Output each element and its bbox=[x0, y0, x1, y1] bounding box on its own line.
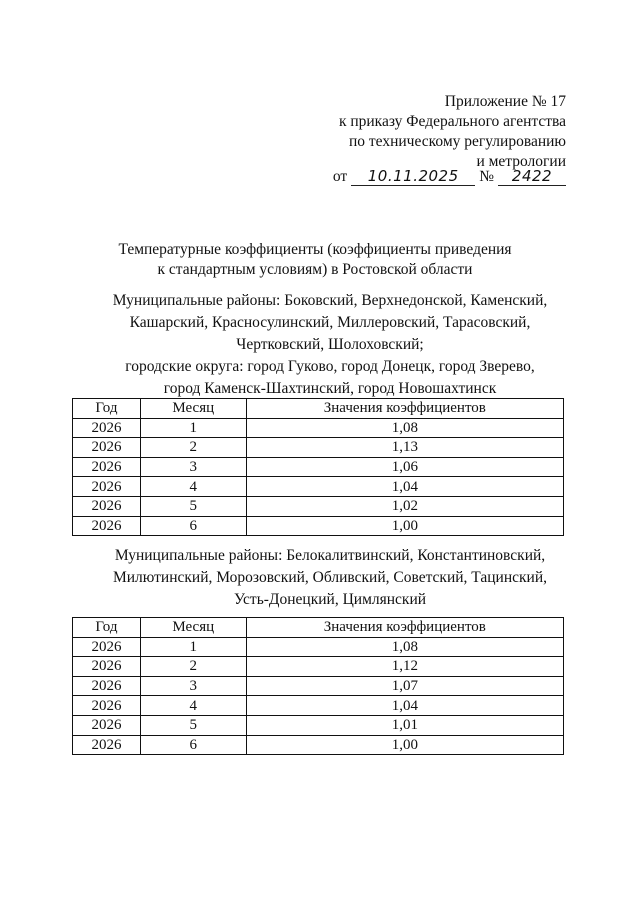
group1-line: Чертковский, Шолоховский; bbox=[236, 336, 424, 353]
title-line-1: Температурные коэффициенты (коэффициенты приведения bbox=[118, 241, 512, 258]
cell-month: 2 bbox=[140, 438, 246, 458]
cell-month: 3 bbox=[140, 676, 246, 696]
handwritten-number: 2422 bbox=[498, 167, 566, 186]
group1-line: город Каменск-Шахтинский, город Новошахтинск bbox=[163, 380, 497, 397]
cell-month: 1 bbox=[140, 418, 246, 438]
cell-coefficient: 1,12 bbox=[246, 657, 563, 677]
table-row bbox=[73, 418, 564, 438]
number-label: № bbox=[479, 168, 494, 185]
group1-line: Кашарский, Красносулинский, Миллеровский, Тарасовский, bbox=[129, 314, 531, 331]
group2-line: Милютинский, Морозовский, Обливский, Советский, Тацинский, bbox=[112, 569, 548, 586]
appendix-metrology-line: и метрологии bbox=[476, 153, 566, 170]
cell-month: 5 bbox=[140, 496, 246, 516]
cell-year: 2026 bbox=[73, 676, 141, 696]
cell-coefficient: 1,00 bbox=[246, 516, 563, 536]
cell-year: 2026 bbox=[73, 637, 141, 657]
table-row bbox=[73, 676, 564, 696]
cell-coefficient: 1,00 bbox=[246, 735, 563, 755]
from-label: от bbox=[332, 168, 348, 185]
cell-month: 4 bbox=[140, 696, 246, 716]
table-row bbox=[73, 477, 564, 497]
cell-coefficient: 1,13 bbox=[246, 438, 563, 458]
cell-coefficient: 1,08 bbox=[246, 418, 563, 438]
cell-year: 2026 bbox=[73, 418, 141, 438]
group1-coefficients-table bbox=[72, 398, 564, 536]
cell-coefficient: 1,04 bbox=[246, 477, 563, 497]
group1-districts bbox=[60, 290, 600, 400]
cell-month: 1 bbox=[140, 637, 246, 657]
document-title bbox=[60, 240, 570, 280]
cell-year: 2026 bbox=[73, 657, 141, 677]
table-header-row bbox=[73, 618, 564, 638]
cell-year: 2026 bbox=[73, 438, 141, 458]
cell-month: 3 bbox=[140, 457, 246, 477]
table-row bbox=[73, 516, 564, 536]
appendix-block bbox=[339, 92, 566, 172]
table-row bbox=[73, 715, 564, 735]
table-row bbox=[73, 735, 564, 755]
handwritten-date: 10.11.2025 bbox=[351, 167, 475, 186]
cell-coefficient: 1,02 bbox=[246, 496, 563, 516]
group2-line: Усть-Донецкий, Цимлянский bbox=[233, 591, 427, 608]
header-month: Месяц bbox=[140, 618, 246, 638]
cell-year: 2026 bbox=[73, 457, 141, 477]
table-row bbox=[73, 438, 564, 458]
table-header-row bbox=[73, 399, 564, 419]
cell-month: 2 bbox=[140, 657, 246, 677]
table-row bbox=[73, 696, 564, 716]
group1-line: городские округа: город Гуково, город Донецк, город Зверево, bbox=[125, 358, 535, 375]
table-row bbox=[73, 496, 564, 516]
table-row bbox=[73, 637, 564, 657]
group2-coefficients-table bbox=[72, 617, 564, 755]
cell-year: 2026 bbox=[73, 735, 141, 755]
order-date-number bbox=[333, 167, 566, 186]
header-coefficient: Значения коэффициентов bbox=[246, 399, 563, 419]
cell-year: 2026 bbox=[73, 696, 141, 716]
cell-year: 2026 bbox=[73, 477, 141, 497]
group2-line: Муниципальные районы: Белокалитвинский, Константиновский, bbox=[114, 547, 546, 564]
header-year: Год bbox=[73, 618, 141, 638]
table-row bbox=[73, 457, 564, 477]
header-month: Месяц bbox=[140, 399, 246, 419]
cell-coefficient: 1,01 bbox=[246, 715, 563, 735]
cell-year: 2026 bbox=[73, 715, 141, 735]
header-year: Год bbox=[73, 399, 141, 419]
table-row bbox=[73, 657, 564, 677]
cell-month: 5 bbox=[140, 715, 246, 735]
cell-coefficient: 1,07 bbox=[246, 676, 563, 696]
header-coefficient: Значения коэффициентов bbox=[246, 618, 563, 638]
appendix-agency-line: по техническому регулированию bbox=[348, 133, 566, 150]
cell-coefficient: 1,06 bbox=[246, 457, 563, 477]
cell-coefficient: 1,04 bbox=[246, 696, 563, 716]
cell-month: 4 bbox=[140, 477, 246, 497]
cell-month: 6 bbox=[140, 735, 246, 755]
cell-coefficient: 1,08 bbox=[246, 637, 563, 657]
group2-districts bbox=[60, 545, 600, 611]
appendix-order-line: к приказу Федерального агентства bbox=[338, 113, 566, 130]
cell-month: 6 bbox=[140, 516, 246, 536]
appendix-number: Приложение № 17 bbox=[444, 93, 566, 110]
group1-line: Муниципальные районы: Боковский, Верхнедонской, Каменский, bbox=[112, 292, 548, 309]
cell-year: 2026 bbox=[73, 516, 141, 536]
cell-year: 2026 bbox=[73, 496, 141, 516]
title-line-2: к стандартным условиям) в Ростовской области bbox=[157, 261, 473, 278]
